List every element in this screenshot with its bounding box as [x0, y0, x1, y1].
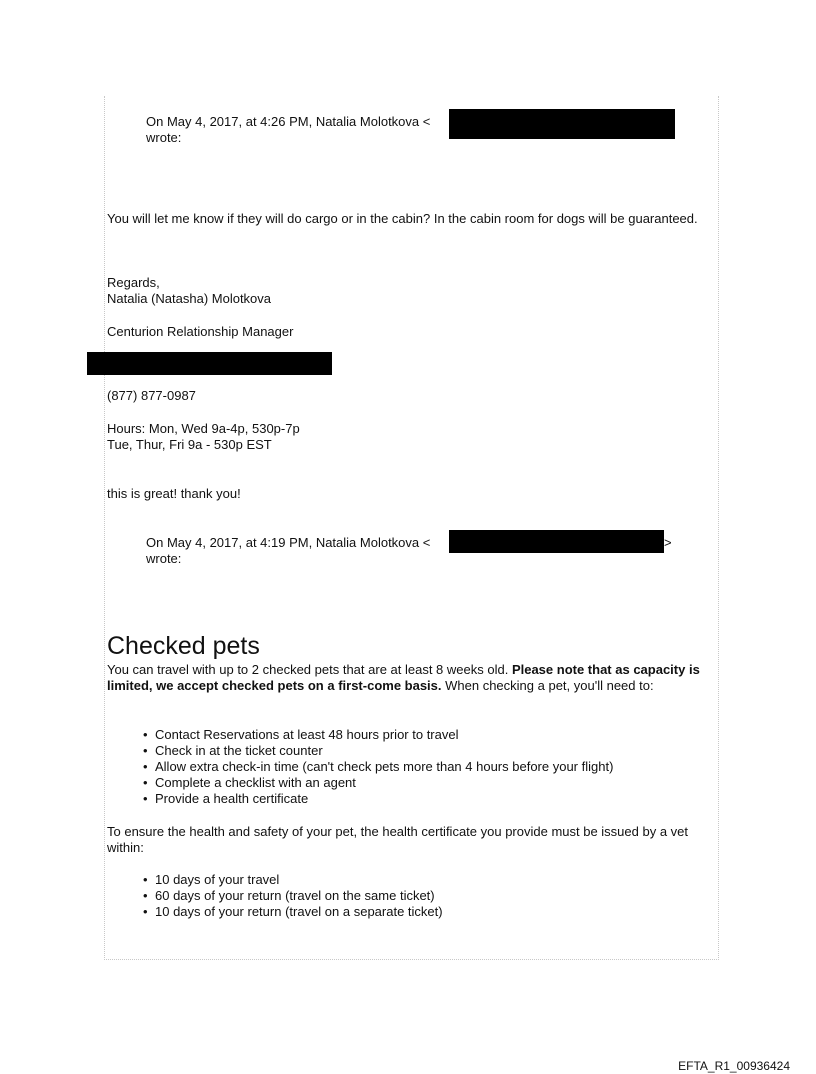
list-item: • Complete a checklist with an agent	[143, 775, 613, 791]
signature-name: Natalia (Natasha) Molotkova	[107, 291, 272, 306]
certificate-window-list	[143, 872, 443, 920]
quote-close-2: >	[664, 535, 672, 550]
signature-title: Centurion Relationship Manager	[107, 324, 294, 339]
signature-hours-1: Hours: Mon, Wed 9a-4p, 530p-7p	[107, 421, 300, 436]
list-item: • 10 days of your return (travel on a separate ticket)	[143, 904, 443, 920]
quote-header-1: On May 4, 2017, at 4:26 PM, Natalia Molotkova <	[146, 114, 431, 129]
quote-wrote-1: wrote:	[146, 130, 182, 145]
list-item: • Contact Reservations at least 48 hours prior to travel	[143, 727, 613, 743]
message-body: You will let me know if they will do cargo or in the cabin? In the cabin room for dogs will be guaranteed.	[107, 211, 698, 226]
pets-intro-bold: Please note that as capacity is limited, we accept checked pets on a first-come basis.	[107, 662, 700, 693]
quote-wrote-2: wrote:	[146, 551, 182, 566]
list-item: • 10 days of your travel	[143, 872, 443, 888]
signature-regards: Regards,	[107, 275, 160, 290]
health-intro: To ensure the health and safety of your pet, the health certificate you provide must be issued by a vet within:	[107, 824, 689, 855]
signature-hours-2: Tue, Thur, Fri 9a - 530p EST	[107, 437, 272, 452]
signature-phone: (877) 877-0987	[107, 388, 196, 403]
pets-intro	[107, 662, 719, 694]
list-item: • Provide a health certificate	[143, 791, 613, 807]
list-item: • Allow extra check-in time (can't check pets more than 4 hours before your flight)	[143, 759, 613, 775]
list-item: • 60 days of your return (travel on the same ticket)	[143, 888, 443, 904]
pets-intro-text: You can travel with up to 2 checked pets that are at least 8 weeks old.	[107, 662, 512, 677]
quote-header-2: On May 4, 2017, at 4:19 PM, Natalia Molotkova <	[146, 535, 431, 550]
reply-text: this is great! thank you!	[107, 486, 241, 501]
document-id: EFTA_R1_00936424	[678, 1059, 790, 1073]
redaction-email-1	[449, 109, 675, 139]
redaction-email-2	[449, 530, 664, 553]
pets-intro-text-end: When checking a pet, you'll need to:	[441, 678, 654, 693]
list-item: • Check in at the ticket counter	[143, 743, 613, 759]
redaction-signature	[87, 352, 332, 375]
requirements-list	[143, 727, 613, 807]
section-heading: Checked pets	[107, 632, 260, 660]
